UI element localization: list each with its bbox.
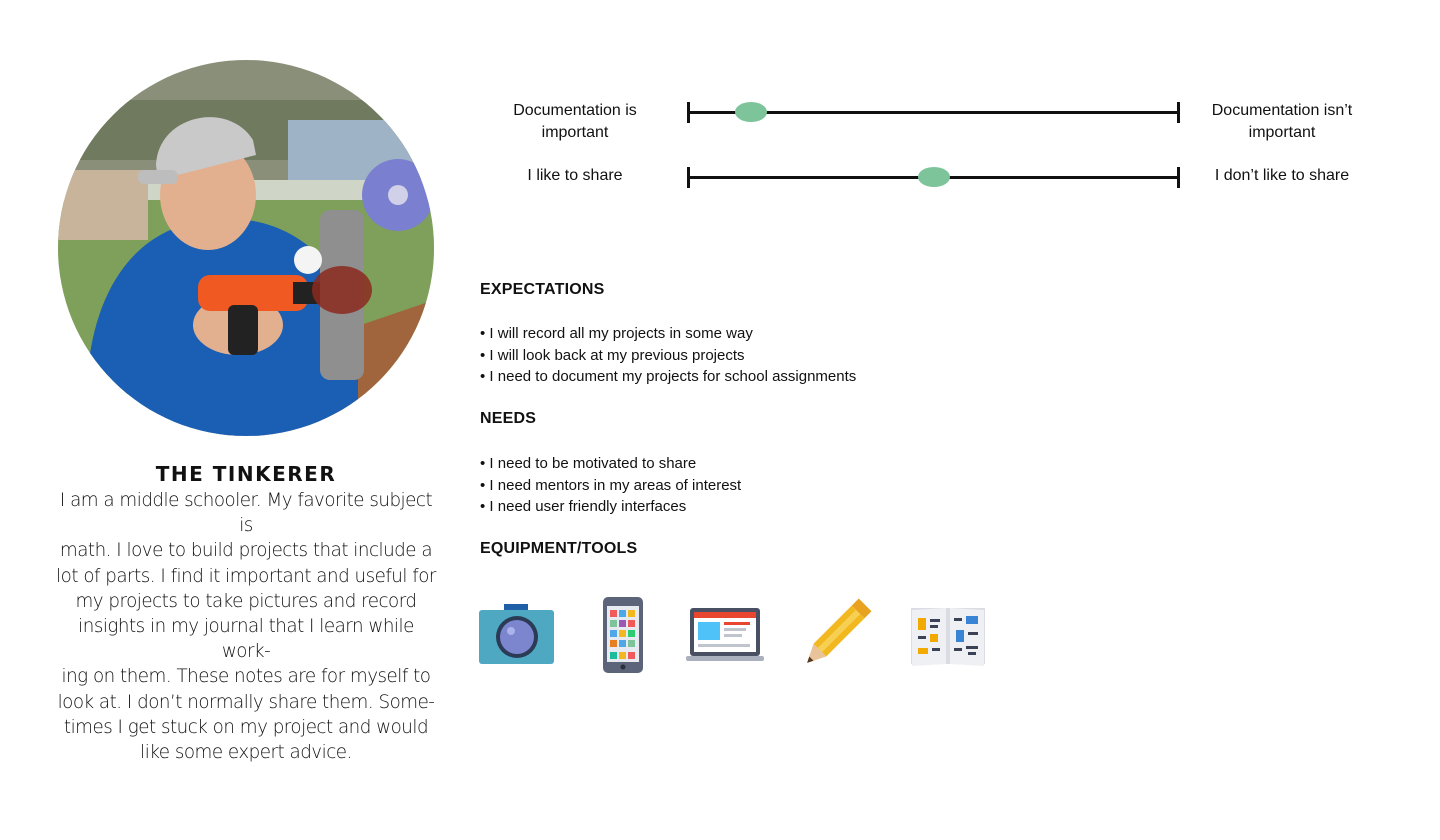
scale-left-label: I like to share xyxy=(527,167,623,184)
camera-icon xyxy=(478,596,556,673)
scale-cap-right xyxy=(1177,102,1180,123)
persona-bio xyxy=(56,488,436,765)
bio-line: lot of parts. I find it important and useful for xyxy=(56,565,436,587)
bio-line: insights in my journal that I learn while work- xyxy=(78,616,414,663)
needs-heading: NEEDS xyxy=(480,410,537,427)
smartphone-icon xyxy=(602,596,644,681)
scale-cap-left xyxy=(687,167,690,188)
scale-marker xyxy=(918,167,950,187)
expectations-heading: EXPECTATIONS xyxy=(480,281,605,298)
scale-left-label: Documentation is important xyxy=(513,102,637,141)
scale-right-label: Documentation isn’t important xyxy=(1211,102,1353,141)
list-item: • I will record all my projects in some way xyxy=(480,323,856,345)
scale-marker xyxy=(735,102,767,122)
journal-icon xyxy=(908,596,988,673)
bio-line: times I get stuck on my project and would xyxy=(63,716,429,738)
scale-track xyxy=(687,111,1180,114)
bio-line: math. I love to build projects that include a xyxy=(59,540,433,562)
laptop-icon xyxy=(686,596,764,671)
bio-line: I am a middle schooler. My favorite subject is xyxy=(59,490,433,537)
list-item: • I need user friendly interfaces xyxy=(480,496,741,518)
persona-title: THE TINKERER xyxy=(155,462,337,486)
equipment-heading: EQUIPMENT/TOOLS xyxy=(480,540,638,557)
scale-cap-right xyxy=(1177,167,1180,188)
pencil-icon xyxy=(794,596,874,681)
expectations-list xyxy=(480,323,856,388)
bio-line: like some expert advice. xyxy=(140,742,352,764)
persona-photo xyxy=(58,60,434,436)
scale-track xyxy=(687,176,1180,179)
bio-line: look at. I don’t normally share them. Some- xyxy=(57,691,435,713)
list-item: • I need mentors in my areas of interest xyxy=(480,475,741,497)
scale-cap-left xyxy=(687,102,690,123)
bio-line: ing on them. These notes are for myself to xyxy=(61,666,431,688)
list-item: • I will look back at my previous projects xyxy=(480,345,856,367)
list-item: • I need to be motivated to share xyxy=(480,453,741,475)
scale-right-label: I don’t like to share xyxy=(1214,167,1350,184)
bio-line: my projects to take pictures and record xyxy=(75,590,417,612)
needs-list xyxy=(480,453,741,518)
list-item: • I need to document my projects for school assignments xyxy=(480,366,856,388)
